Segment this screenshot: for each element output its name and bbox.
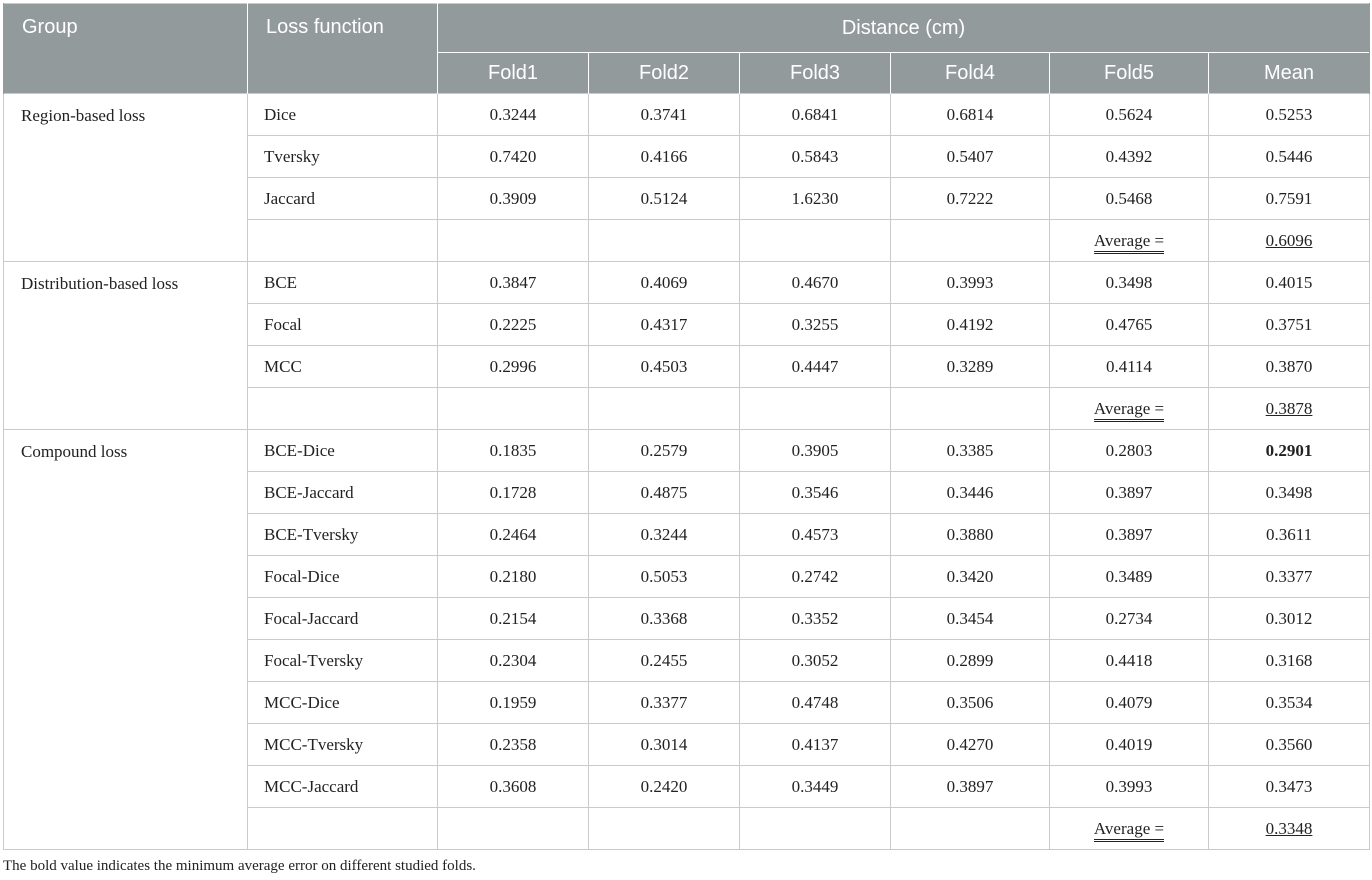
loss-function-cell: Focal-Tversky	[248, 640, 438, 682]
loss-function-cell: BCE	[248, 262, 438, 304]
mean-value-cell: 0.3534	[1209, 682, 1370, 724]
fold-value-cell: 0.3993	[1050, 766, 1209, 808]
loss-function-cell: BCE-Dice	[248, 430, 438, 472]
header-distance: Distance (cm)	[438, 4, 1370, 53]
fold-value-cell: 0.3446	[891, 472, 1050, 514]
fold-value-cell: 0.2742	[740, 556, 891, 598]
fold-value-cell: 0.4079	[1050, 682, 1209, 724]
fold-value-cell: 0.2734	[1050, 598, 1209, 640]
fold-value-cell: 0.3385	[891, 430, 1050, 472]
header-mean: Mean	[1209, 53, 1370, 94]
fold-value-cell: 0.2225	[438, 304, 589, 346]
average-label-cell	[1050, 220, 1209, 262]
fold-value-cell: 0.1835	[438, 430, 589, 472]
fold-value-cell: 0.3052	[740, 640, 891, 682]
group-name-cell: Region-based loss	[4, 94, 248, 262]
fold-value-cell: 0.3993	[891, 262, 1050, 304]
fold-value-cell: 0.4875	[589, 472, 740, 514]
fold-value-cell: 0.3546	[740, 472, 891, 514]
fold-value-cell: 0.3352	[740, 598, 891, 640]
loss-function-cell: Tversky	[248, 136, 438, 178]
loss-function-cell: MCC	[248, 346, 438, 388]
fold-value-cell: 0.2899	[891, 640, 1050, 682]
fold-value-cell: 0.5124	[589, 178, 740, 220]
loss-function-cell: BCE-Tversky	[248, 514, 438, 556]
average-value-cell	[1209, 808, 1370, 850]
empty-cell	[248, 388, 438, 430]
fold-value-cell: 0.6814	[891, 94, 1050, 136]
fold-value-cell: 0.3498	[1050, 262, 1209, 304]
loss-function-cell: Focal-Jaccard	[248, 598, 438, 640]
average-label-cell	[1050, 388, 1209, 430]
fold-value-cell: 0.3244	[589, 514, 740, 556]
fold-value-cell: 0.3608	[438, 766, 589, 808]
fold-value-cell: 0.4137	[740, 724, 891, 766]
empty-cell	[438, 388, 589, 430]
mean-value-cell: 0.3377	[1209, 556, 1370, 598]
header-group: Group	[4, 4, 248, 94]
average-value: 0.6096	[1265, 230, 1313, 250]
fold-value-cell: 0.3897	[1050, 472, 1209, 514]
fold-value-cell: 0.4503	[589, 346, 740, 388]
fold-value-cell: 0.4069	[589, 262, 740, 304]
loss-function-cell: MCC-Jaccard	[248, 766, 438, 808]
fold-value-cell: 0.2455	[589, 640, 740, 682]
empty-cell	[248, 808, 438, 850]
empty-cell	[248, 220, 438, 262]
fold-value-cell: 0.2358	[438, 724, 589, 766]
mean-value-cell: 0.4015	[1209, 262, 1370, 304]
fold-value-cell: 0.3377	[589, 682, 740, 724]
average-value-cell	[1209, 388, 1370, 430]
fold-value-cell: 0.4317	[589, 304, 740, 346]
mean-value-cell: 0.2901	[1209, 430, 1370, 472]
average-label-cell	[1050, 808, 1209, 850]
fold-value-cell: 0.2803	[1050, 430, 1209, 472]
fold-value-cell: 0.3741	[589, 94, 740, 136]
header-loss-function: Loss function	[248, 4, 438, 94]
empty-cell	[438, 808, 589, 850]
fold-value-cell: 0.3909	[438, 178, 589, 220]
fold-value-cell: 0.5843	[740, 136, 891, 178]
loss-function-cell: Dice	[248, 94, 438, 136]
fold-value-cell: 0.4418	[1050, 640, 1209, 682]
loss-function-cell: MCC-Tversky	[248, 724, 438, 766]
fold-value-cell: 0.3368	[589, 598, 740, 640]
fold-value-cell: 0.7222	[891, 178, 1050, 220]
fold-value-cell: 0.5407	[891, 136, 1050, 178]
fold-value-cell: 0.3905	[740, 430, 891, 472]
fold-value-cell: 0.2420	[589, 766, 740, 808]
fold-value-cell: 0.4392	[1050, 136, 1209, 178]
empty-cell	[891, 808, 1050, 850]
empty-cell	[589, 808, 740, 850]
fold-value-cell: 0.4166	[589, 136, 740, 178]
mean-value-cell: 0.3870	[1209, 346, 1370, 388]
empty-cell	[589, 220, 740, 262]
fold-value-cell: 0.3014	[589, 724, 740, 766]
empty-cell	[891, 220, 1050, 262]
fold-value-cell: 0.3847	[438, 262, 589, 304]
fold-value-cell: 0.4748	[740, 682, 891, 724]
header-fold5: Fold5	[1050, 53, 1209, 94]
mean-value-cell: 0.3498	[1209, 472, 1370, 514]
table-row	[4, 262, 1370, 304]
fold-value-cell: 0.3289	[891, 346, 1050, 388]
fold-value-cell: 0.3897	[891, 766, 1050, 808]
loss-function-cell: Focal	[248, 304, 438, 346]
fold-value-cell: 0.3244	[438, 94, 589, 136]
fold-value-cell: 0.4114	[1050, 346, 1209, 388]
empty-cell	[740, 388, 891, 430]
group-name-cell: Distribution-based loss	[4, 262, 248, 430]
fold-value-cell: 0.2464	[438, 514, 589, 556]
loss-function-cell: MCC-Dice	[248, 682, 438, 724]
fold-value-cell: 0.4019	[1050, 724, 1209, 766]
fold-value-cell: 0.3880	[891, 514, 1050, 556]
fold-value-cell: 0.5053	[589, 556, 740, 598]
fold-value-cell: 0.7420	[438, 136, 589, 178]
fold-value-cell: 0.4192	[891, 304, 1050, 346]
average-label: Average =	[1094, 231, 1164, 254]
fold-value-cell: 0.4670	[740, 262, 891, 304]
fold-value-cell: 0.2579	[589, 430, 740, 472]
empty-cell	[438, 220, 589, 262]
fold-value-cell: 0.1959	[438, 682, 589, 724]
average-value: 0.3878	[1265, 398, 1313, 418]
fold-value-cell: 0.2180	[438, 556, 589, 598]
fold-value-cell: 0.4765	[1050, 304, 1209, 346]
fold-value-cell: 1.6230	[740, 178, 891, 220]
fold-value-cell: 0.3420	[891, 556, 1050, 598]
fold-value-cell: 0.3897	[1050, 514, 1209, 556]
fold-value-cell: 0.1728	[438, 472, 589, 514]
fold-value-cell: 0.4573	[740, 514, 891, 556]
loss-function-cell: Jaccard	[248, 178, 438, 220]
mean-value-cell: 0.3751	[1209, 304, 1370, 346]
mean-value-cell: 0.5446	[1209, 136, 1370, 178]
empty-cell	[891, 388, 1050, 430]
loss-function-cell: BCE-Jaccard	[248, 472, 438, 514]
group-name-cell: Compound loss	[4, 430, 248, 850]
fold-value-cell: 0.3454	[891, 598, 1050, 640]
table-header	[4, 4, 1370, 94]
empty-cell	[740, 220, 891, 262]
loss-function-distance-table	[3, 3, 1370, 850]
fold-value-cell: 0.3449	[740, 766, 891, 808]
mean-value-cell: 0.3473	[1209, 766, 1370, 808]
fold-value-cell: 0.2996	[438, 346, 589, 388]
fold-value-cell: 0.3255	[740, 304, 891, 346]
fold-value-cell: 0.2154	[438, 598, 589, 640]
fold-value-cell: 0.4447	[740, 346, 891, 388]
empty-cell	[589, 388, 740, 430]
average-label: Average =	[1094, 399, 1164, 422]
fold-value-cell: 0.6841	[740, 94, 891, 136]
table-body	[4, 94, 1370, 850]
header-fold2: Fold2	[589, 53, 740, 94]
fold-value-cell: 0.5624	[1050, 94, 1209, 136]
header-fold4: Fold4	[891, 53, 1050, 94]
results-table-container	[3, 3, 1369, 850]
average-value: 0.3348	[1265, 818, 1313, 838]
fold-value-cell: 0.5468	[1050, 178, 1209, 220]
header-fold3: Fold3	[740, 53, 891, 94]
fold-value-cell: 0.4270	[891, 724, 1050, 766]
table-footnote: The bold value indicates the minimum average error on different studied folds.	[3, 858, 476, 874]
empty-cell	[740, 808, 891, 850]
header-fold1: Fold1	[438, 53, 589, 94]
average-label: Average =	[1094, 819, 1164, 842]
fold-value-cell: 0.2304	[438, 640, 589, 682]
table-row	[4, 430, 1370, 472]
mean-value-cell: 0.3168	[1209, 640, 1370, 682]
fold-value-cell: 0.3489	[1050, 556, 1209, 598]
mean-value-cell: 0.3012	[1209, 598, 1370, 640]
table-row	[4, 94, 1370, 136]
mean-value-cell: 0.3611	[1209, 514, 1370, 556]
loss-function-cell: Focal-Dice	[248, 556, 438, 598]
mean-value-cell: 0.5253	[1209, 94, 1370, 136]
mean-value-cell: 0.7591	[1209, 178, 1370, 220]
mean-value-cell: 0.3560	[1209, 724, 1370, 766]
fold-value-cell: 0.3506	[891, 682, 1050, 724]
average-value-cell	[1209, 220, 1370, 262]
